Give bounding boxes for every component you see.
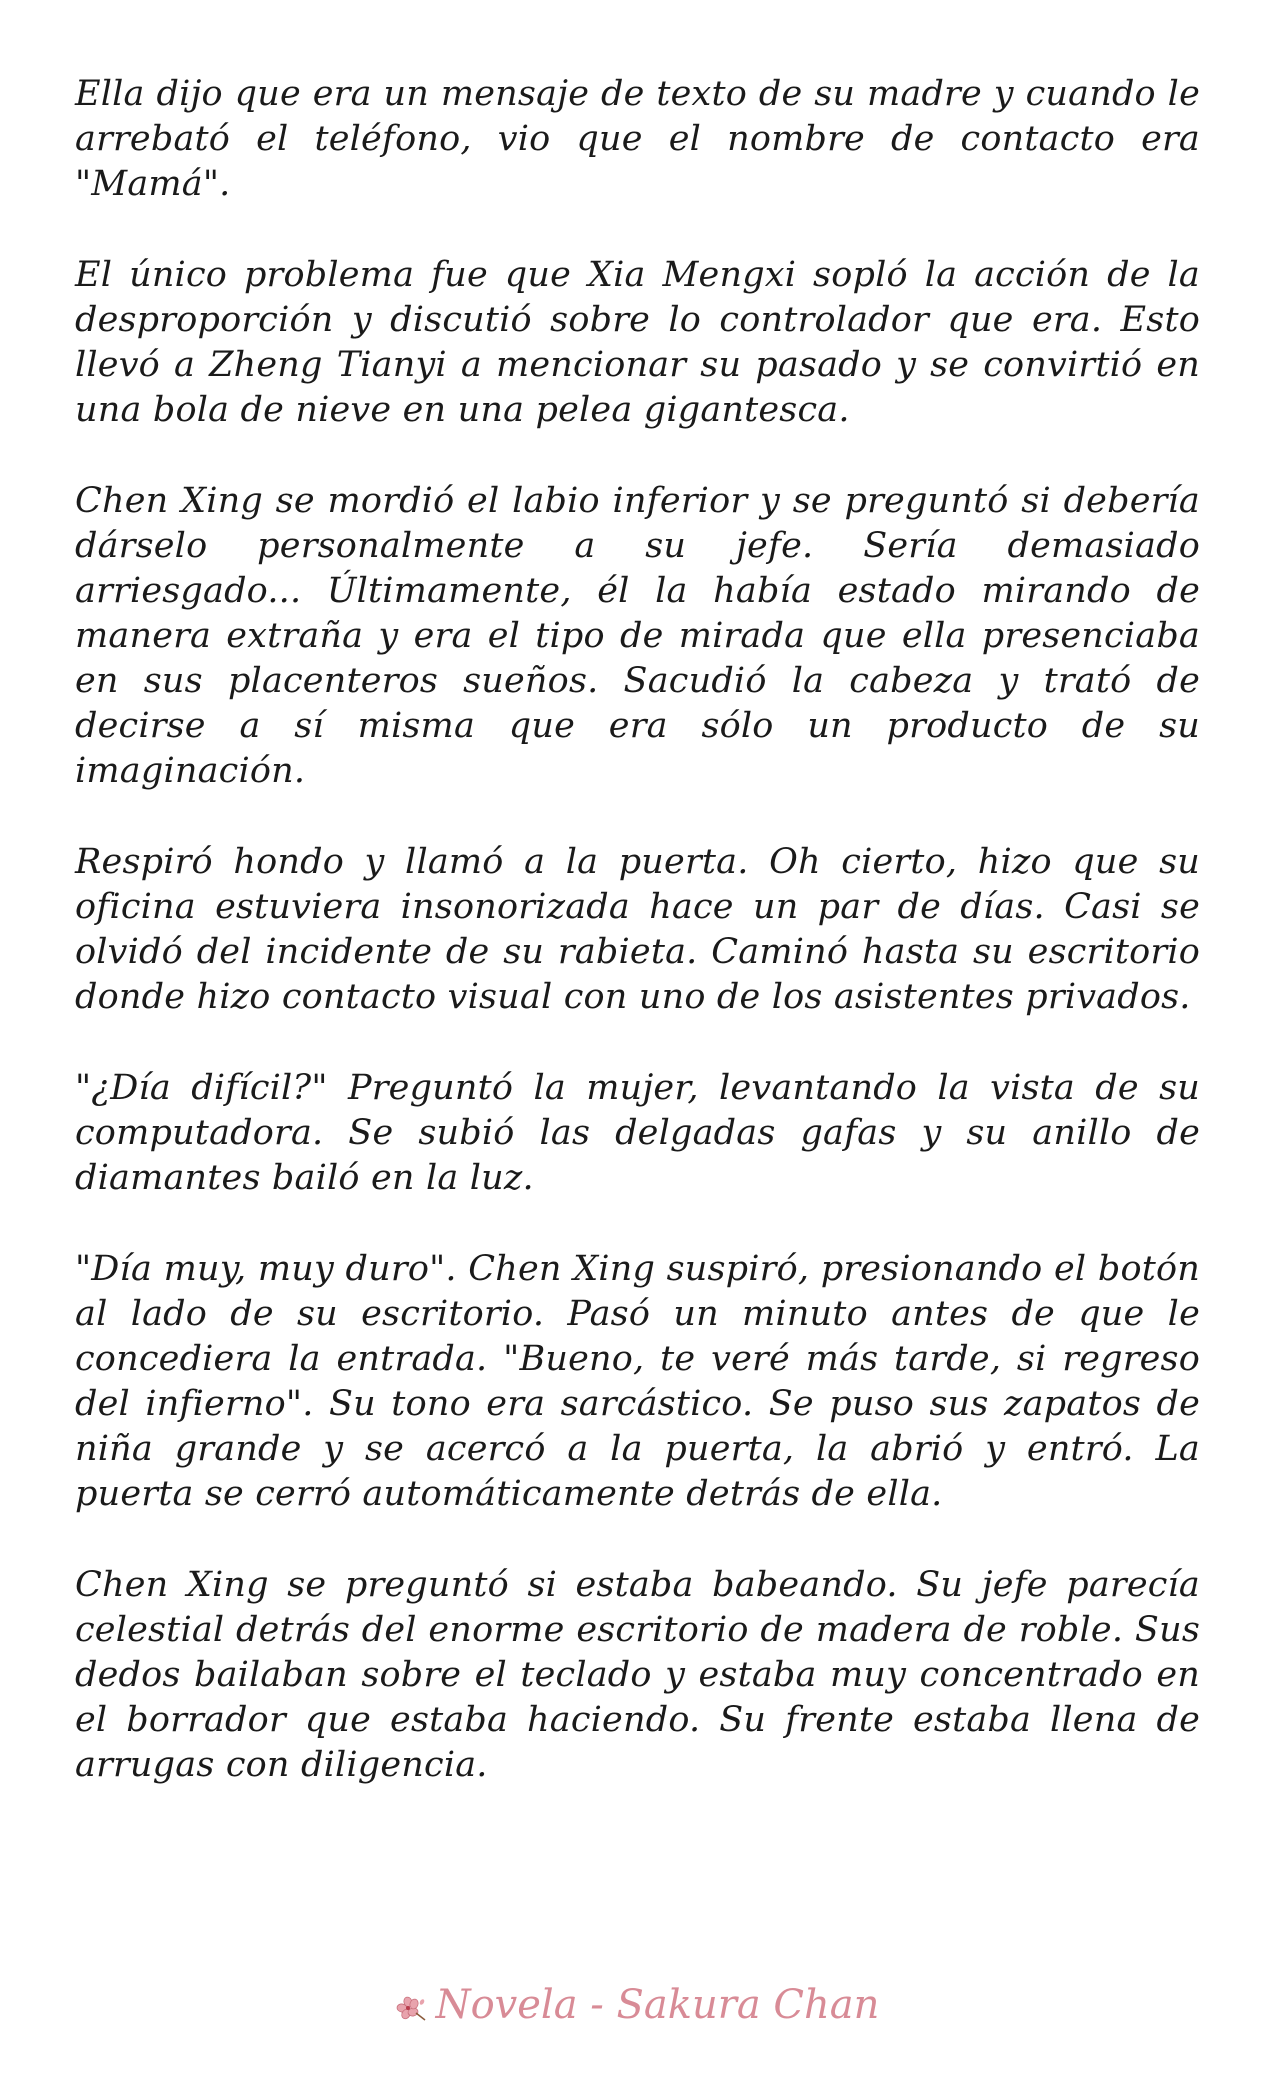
- paragraph-7: Chen Xing se preguntó si estaba babeando. Su jefe parecía celestial detrás del enorme escritorio de madera de roble. Sus dedos bailaban sobre el teclado y estaba muy concentrado en el borrador que estaba haciendo. Su frente estaba llena de arrugas con diligencia.: [75, 1565, 1200, 1785]
- watermark: [0, 1982, 1275, 2028]
- paragraph-6: "Día muy, muy duro". Chen Xing suspiró, presionando el botón al lado de su escritorio. Pasó un minuto antes de que le concediera la entrada. "Bueno, te veré más tarde, si regreso del infierno". Su tono era sarcástico. Se puso sus zapatos de niña grande y se acercó a la puerta, la abrió y entró. La puerta se cerró automáticamente detrás de ella.: [75, 1249, 1200, 1514]
- watermark-text: Novela - Sakura Chan: [435, 1982, 880, 2028]
- paragraph-4: Respiró hondo y llamó a la puerta. Oh cierto, hizo que su oficina estuviera insonorizada hace un par de días. Casi se olvidó del incidente de su rabieta. Caminó hasta su escritorio donde hizo contacto visual con uno de los asistentes privados.: [75, 842, 1200, 1017]
- text-column: [75, 72, 1200, 1834]
- paragraph-2: El único problema fue que Xia Mengxi sopló la acción de la desproporción y discutió sobre lo controlador que era. Esto llevó a Zheng Tianyi a mencionar su pasado y se convirtió en una bola de nieve en una pelea gigantesca.: [75, 255, 1200, 430]
- paragraph-5: "¿Día difícil?" Preguntó la mujer, levantando la vista de su computadora. Se subió las delgadas gafas y su anillo de diamantes bailó en la luz.: [75, 1068, 1200, 1198]
- paragraph-3: Chen Xing se mordió el labio inferior y se preguntó si debería dárselo personalmente a su jefe. Sería demasiado arriesgado... Últimamente, él la había estado mirando de manera extraña y era el tipo de mirada que ella presenciaba en sus placenteros sueños. Sacudió la cabeza y trató de decirse a sí misma que era sólo un producto de su imaginación.: [75, 481, 1200, 791]
- paragraph-1: Ella dijo que era un mensaje de texto de su madre y cuando le arrebató el teléfono, vio que el nombre de contacto era "Mamá".: [75, 74, 1200, 204]
- cherry-blossom-icon: [396, 1989, 428, 2021]
